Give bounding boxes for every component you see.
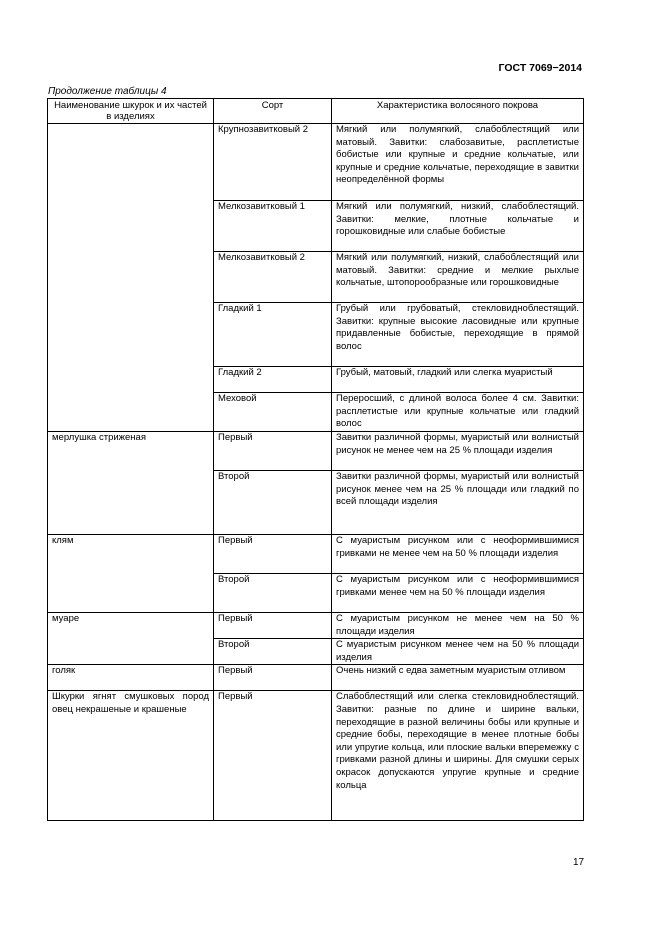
table-row	[48, 691, 584, 821]
table-row	[48, 665, 584, 691]
row-grade-cell: Первый	[214, 665, 332, 691]
row-grade-cell: Гладкий 1	[214, 303, 332, 367]
row-description-cell: Завитки различной формы, муаристый или волнистый рисунок менее чем на 25 % площади или гладкий по всей площади изделия	[332, 471, 584, 535]
row-description-cell: С муаристым рисунком или с неоформившимися гривками не менее чем на 50 % площади изделия	[332, 535, 584, 574]
document-code: ГОСТ 7069−2014	[498, 62, 582, 74]
row-description-cell: Переросший, с длиной волоса более 4 см. Завитки: расплетистые или крупные кольчатые или гладкий волос	[332, 393, 584, 432]
row-grade-cell: Первый	[214, 535, 332, 574]
table-row	[48, 124, 584, 201]
row-grade-cell: Крупнозавитковый 2	[214, 124, 332, 201]
row-description-cell: Грубый, матовый, гладкий или слегка муаристый	[332, 367, 584, 393]
row-grade-cell: Мелкозавитковый 1	[214, 201, 332, 252]
row-name-cell: Шкурки ягнят смушковых пород овец некрашеные и крашеные	[48, 691, 214, 821]
row-description-cell: Мягкий или полумягкий, низкий, слабоблестящий или матовый. Завитки: средние и мелкие рыхлые кольчатые, штопорообразные или горошковидные	[332, 252, 584, 303]
table-header-row	[48, 99, 584, 124]
row-description-cell: С муаристым рисунком менее чем на 50 % площади изделия	[332, 639, 584, 665]
table-row	[48, 432, 584, 471]
row-name-cell: мерлушка стриженая	[48, 432, 214, 535]
row-description-cell: Слабоблестящий или слегка стекловидноблестящий. Завитки: разные по длине и ширине вальки, переходящие в разной величины бобы или крупные и средние бобы, переходящие в менее плотные бобы или упругие кольца, или плоские вальки вперемежку с гривками разной длины и ширины. Для смушки серых окрасок допускаются упругие крупные и средние кольца	[332, 691, 584, 821]
row-description-cell: Мягкий или полумягкий, слабоблестящий или матовый. Завитки: слабозавитые, расплетистые бобистые или крупные и средние кольчатые, или крупные и средние кольчатые, переходящие в завитки неопределённой формы	[332, 124, 584, 201]
column-header-grade: Сорт	[214, 99, 332, 124]
row-name-cell	[48, 124, 214, 432]
row-description-cell: Завитки различной формы, муаристый или волнистый рисунок не менее чем на 25 % площади изделия	[332, 432, 584, 471]
table-row	[48, 535, 584, 574]
row-grade-cell: Второй	[214, 639, 332, 665]
row-grade-cell: Меховой	[214, 393, 332, 432]
column-header-name: Наименование шкурок и их частей в изделиях	[48, 99, 214, 124]
row-description-cell: Очень низкий с едва заметным муаристым отливом	[332, 665, 584, 691]
grades-table	[47, 98, 584, 821]
table-caption: Продолжение таблицы 4	[48, 86, 167, 97]
row-description-cell: С муаристым рисунком или с неоформившимися гривками менее чем на 50 % площади изделия	[332, 574, 584, 613]
row-grade-cell: Первый	[214, 613, 332, 639]
row-grade-cell: Мелкозавитковый 2	[214, 252, 332, 303]
row-description-cell: С муаристым рисунком не менее чем на 50 % площади изделия	[332, 613, 584, 639]
row-name-cell: голяк	[48, 665, 214, 691]
column-header-description: Характеристика волосяного покрова	[332, 99, 584, 124]
row-grade-cell: Первый	[214, 432, 332, 471]
row-description-cell: Грубый или грубоватый, стекловидноблестящий. Завитки: крупные высокие ласовидные или крупные придавленные бобистые, переходящие в прямой волос	[332, 303, 584, 367]
row-grade-cell: Гладкий 2	[214, 367, 332, 393]
row-name-cell: клям	[48, 535, 214, 613]
row-name-cell: муаре	[48, 613, 214, 665]
page-number: 17	[573, 857, 585, 868]
table-row	[48, 613, 584, 639]
row-description-cell: Мягкий или полумягкий, низкий, слабоблестящий. Завитки: мелкие, плотные кольчатые и горошковидные или слабые бобистые	[332, 201, 584, 252]
row-grade-cell: Второй	[214, 574, 332, 613]
row-grade-cell: Первый	[214, 691, 332, 821]
row-grade-cell: Второй	[214, 471, 332, 535]
